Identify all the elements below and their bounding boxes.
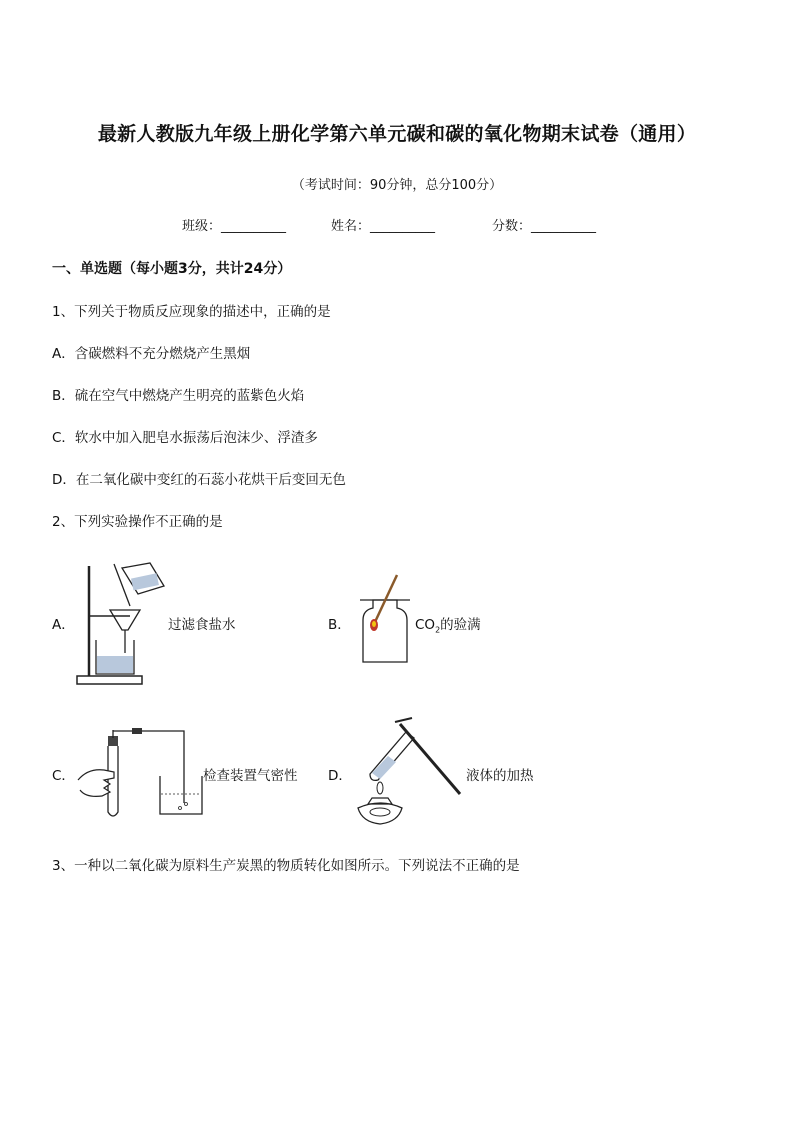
co2-text: CO bbox=[415, 617, 436, 633]
class-field bbox=[182, 215, 286, 234]
heating-liquid-image bbox=[350, 716, 465, 831]
page-title: 最新人教版九年级上册化学第六单元碳和碳的氧化物期末试卷（通用） bbox=[97, 123, 697, 145]
filtration-apparatus-image bbox=[72, 558, 172, 688]
class-blank: __________ bbox=[221, 219, 287, 234]
question-1-option-d: D．在二氧化碳中变红的石蕊小花烘干后变回无色 bbox=[52, 472, 346, 488]
question-2-option-b-caption bbox=[415, 613, 481, 635]
question-3-stem: 3、一种以二氧化碳为原料生产炭黑的物质转化如图所示。下列说法不正确的是 bbox=[52, 858, 520, 874]
question-2-stem: 2、下列实验操作不正确的是 bbox=[52, 514, 223, 530]
question-2-option-a-label: A． bbox=[52, 617, 75, 633]
co2-caption-suffix: 的验满 bbox=[440, 617, 481, 633]
score-label: 分数： bbox=[492, 219, 532, 234]
score-blank: __________ bbox=[531, 219, 597, 234]
section-heading: 一、单选题（每小题3分，共计24分） bbox=[52, 261, 292, 277]
co2-subscript: 2 bbox=[435, 625, 441, 635]
question-1-stem: 1、下列关于物质反应现象的描述中，正确的是 bbox=[52, 304, 331, 320]
question-2-option-c-caption: 检查装置气密性 bbox=[203, 768, 298, 784]
class-label: 班级： bbox=[182, 219, 222, 234]
question-2-option-b-label: B． bbox=[328, 617, 351, 633]
name-field bbox=[331, 215, 435, 234]
question-2-option-a-caption: 过滤食盐水 bbox=[168, 617, 236, 633]
exam-info: （考试时间：90分钟，总分100分） bbox=[291, 178, 503, 193]
question-2-option-d-caption: 液体的加热 bbox=[466, 768, 534, 784]
airtightness-check-image bbox=[74, 728, 204, 823]
question-1-option-a: A．含碳燃料不充分燃烧产生黑烟 bbox=[52, 346, 251, 362]
question-2-option-d-label: D． bbox=[328, 768, 352, 784]
score-field bbox=[492, 215, 596, 234]
co2-test-bottle-image bbox=[355, 570, 415, 670]
question-1-option-c: C．软水中加入肥皂水振荡后泡沫少、浮渣多 bbox=[52, 430, 318, 446]
question-1-option-b: B．硫在空气中燃烧产生明亮的蓝紫色火焰 bbox=[52, 388, 305, 404]
name-blank: __________ bbox=[370, 219, 436, 234]
question-2-option-c-label: C． bbox=[52, 768, 75, 784]
name-label: 姓名： bbox=[331, 219, 371, 234]
